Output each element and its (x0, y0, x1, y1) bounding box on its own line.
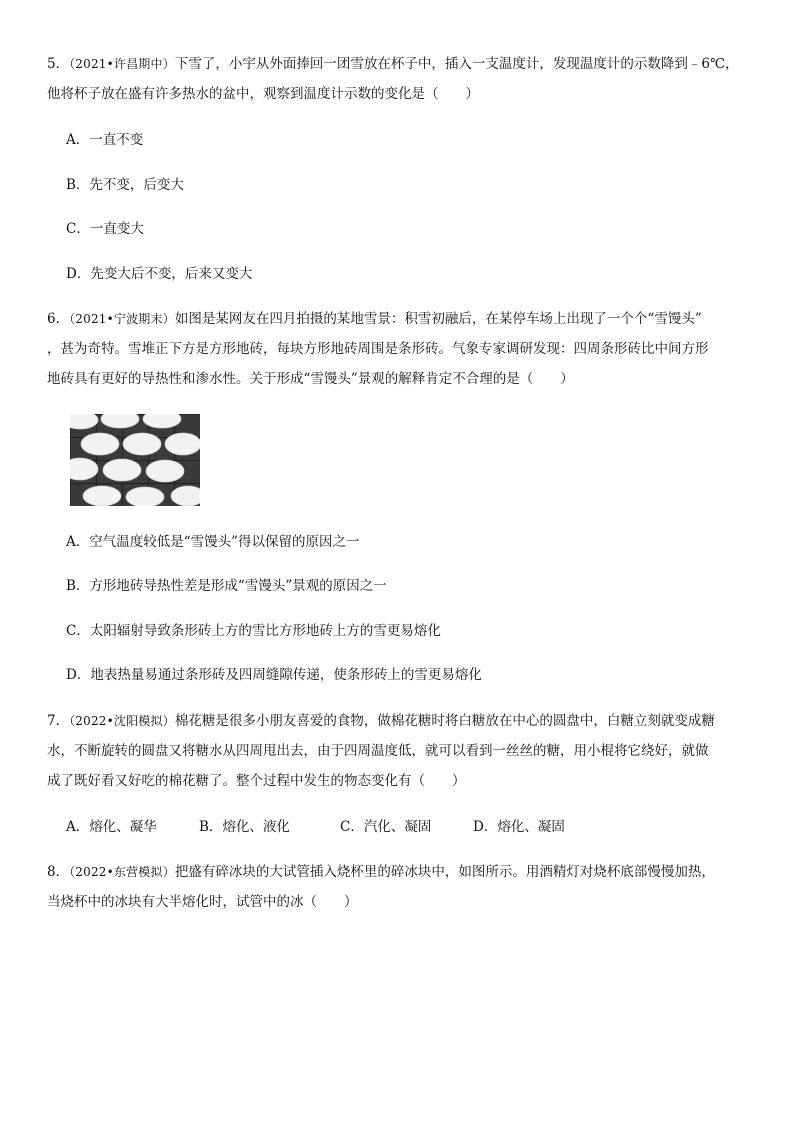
question-6-line-2: ，甚为奇特。雪堆正下方是方形地砖，每块方形地砖周围是条形砖。气象专家调研发现：四周条形砖比中间方形 (47, 341, 709, 357)
question-7 (47, 706, 759, 796)
question-5-number: 5． (47, 56, 70, 72)
question-8-text-1: 把盛有碎冰块的大试管插入烧杯里的碎冰块中，如图所示。用酒精灯对烧杯底部慢慢加热， (174, 864, 715, 880)
question-7-line-2: 水，不断旋转的圆盘又将糖水从四周甩出去，由于四周温度低，就可以看到一丝丝的糖，用小棍将它绕好，就做 (47, 743, 709, 759)
question-5-line-1 (47, 49, 759, 79)
question-6-option-c[interactable]: C．太阳辐射导致条形砖上方的雪比方形地砖上方的雪更易熔化 (66, 623, 441, 639)
question-7-line-1 (47, 706, 759, 736)
question-7-number: 7． (47, 713, 70, 729)
question-7-line-3: 成了既好看又好吃的棉花糖了。整个过程中发生的物态变化有（ ） (47, 773, 466, 789)
question-5 (47, 49, 759, 109)
snow-mound-illustration (70, 414, 200, 506)
question-6-number: 6． (47, 311, 70, 327)
question-6-source: （2021•宁波期末） (69, 312, 175, 326)
question-6 (47, 304, 759, 394)
question-8-line-2: 当烧杯中的冰块有大半熔化时，试管中的冰（ ） (47, 894, 358, 910)
snow-mound-photo (70, 414, 200, 506)
question-6-line-3: 地砖具有更好的导热性和渗水性。关于形成“雪馒头”景观的解释肯定不合理的是（ ） (47, 371, 574, 387)
question-5-option-a[interactable]: A．一直不变 (66, 132, 144, 148)
question-7-option-d[interactable]: D．熔化、凝固 (473, 819, 565, 835)
question-7-option-a[interactable]: A．熔化、凝华 (66, 819, 157, 835)
question-5-option-d[interactable]: D．先变大后不变，后来又变大 (66, 266, 253, 282)
question-5-text-1: 下雪了，小宇从外面捧回一团雪放在杯子中，插入一支温度计，发现温度计的示数降到﹣6℃， (174, 56, 739, 72)
question-8-line-1 (47, 857, 759, 887)
question-7-source: （2022•沈阳模拟） (69, 714, 175, 728)
question-5-option-c[interactable]: C．一直变大 (66, 221, 144, 237)
question-6-line-1 (47, 304, 759, 334)
question-6-option-a[interactable]: A．空气温度较低是“雪馒头”得以保留的原因之一 (66, 534, 360, 550)
question-6-option-d[interactable]: D．地表热量易通过条形砖及四周缝隙传递，使条形砖上的雪更易熔化 (66, 667, 482, 683)
question-8-number: 8． (47, 864, 70, 880)
question-5-option-b[interactable]: B．先不变，后变大 (66, 177, 184, 193)
question-5-source: （2021•许昌期中） (69, 57, 175, 71)
question-7-text-1: 棉花糖是很多小朋友喜爱的食物，做棉花糖时将白糖放在中心的圆盘中，白糖立刻就变成糖 (174, 713, 715, 729)
question-8 (47, 857, 759, 917)
question-6-option-b[interactable]: B．方形地砖导热性差是形成“雪馒头”景观的原因之一 (66, 578, 387, 594)
question-6-text-1: 如图是某网友在四月拍摄的某地雪景：积雪初融后，在某停车场上出现了一个个“雪馒头” (174, 311, 702, 327)
question-5-line-2: 他将杯子放在盛有许多热水的盆中，观察到温度计示数的变化是（ ） (47, 86, 479, 102)
question-8-source: （2022•东营模拟） (69, 865, 175, 879)
question-7-option-b[interactable]: B．熔化、液化 (199, 819, 290, 835)
question-7-option-c[interactable]: C．汽化、凝固 (340, 819, 432, 835)
question-7-options (66, 817, 565, 837)
